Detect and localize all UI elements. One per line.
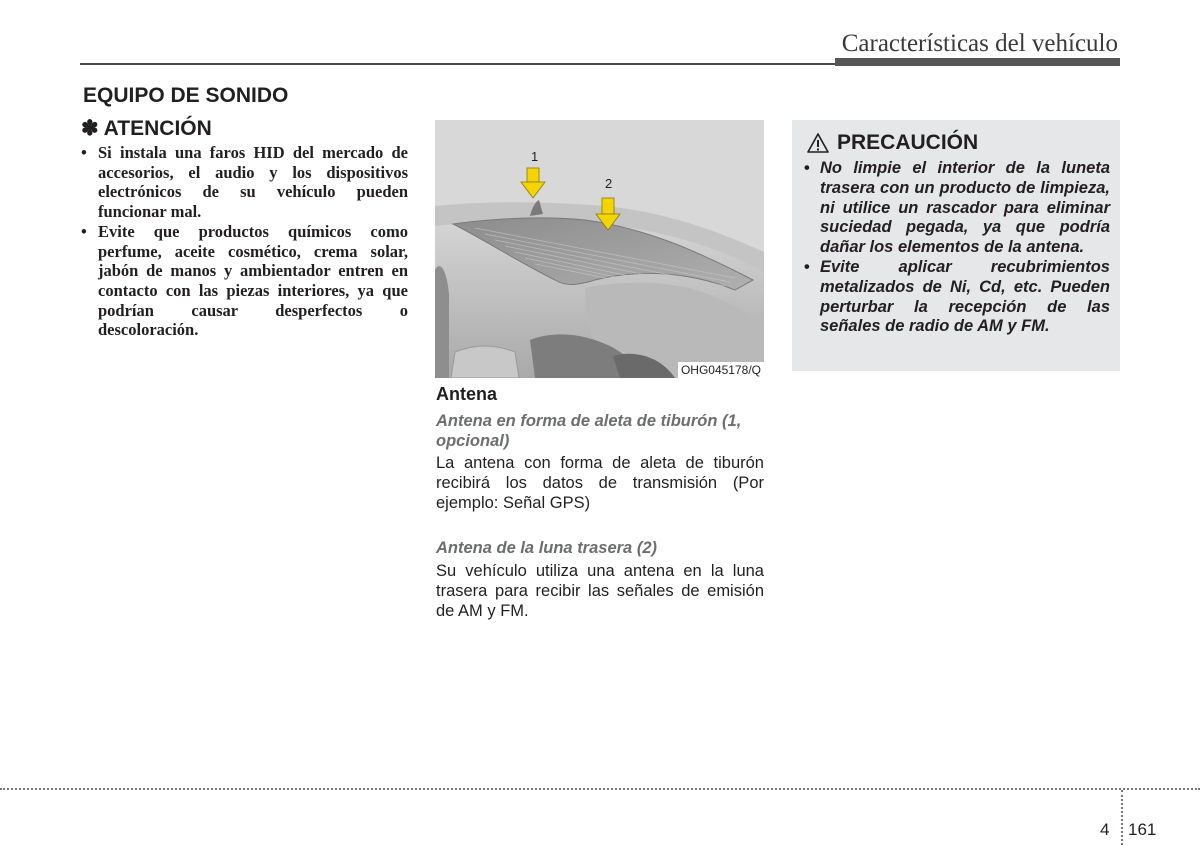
callout-2: 2	[605, 176, 613, 191]
callout-1: 1	[531, 149, 539, 164]
page-number: 161	[1128, 820, 1157, 839]
footer-divider	[1121, 790, 1123, 845]
figure-code: OHG045178/Q	[678, 362, 764, 378]
footer-rule	[0, 788, 1200, 790]
attention-list	[80, 143, 408, 340]
rear-glass-subtitle: Antena de la luna trasera (2)	[436, 539, 657, 557]
header-rule-accent	[835, 58, 1120, 66]
attention-item-text: Si instala una faros HID del mercado de accesorios, el audio y los dispositivos electrónicos de su vehículo pueden funcionar mal.	[98, 143, 408, 222]
attention-label: ATENCIÓN	[103, 117, 212, 140]
page-section: 4	[1100, 820, 1110, 839]
warning-triangle-icon	[806, 132, 830, 154]
caution-list	[804, 159, 1110, 337]
shark-fin-subtitle: Antena en forma de aleta de tiburón (1, opcional)	[436, 412, 742, 450]
caution-title: PRECAUCIÓN	[837, 131, 979, 154]
attention-item: • Evite que productos químicos como perfume, aceite cosmético, crema solar, jabón de manos y ambientador entren en contacto con las piezas interiores, ya que podrían causar desperfectos o descoloración.	[81, 221, 408, 340]
attention-item: • Si instala una faros HID del mercado de accesorios, el audio y los dispositivos electrónicos de su vehículo pueden funcionar mal.	[81, 143, 408, 222]
caution-item-text: No limpie el interior de la luneta trasera con un producto de limpieza, ni utilice un rascador para eliminar suciedad pegada, ya que podría dañar los elementos de la antena.	[820, 159, 1110, 257]
car-rear-illustration	[435, 120, 764, 378]
arrow-2-icon	[602, 198, 614, 214]
caution-box	[792, 120, 1120, 371]
caution-item-text: Evite aplicar recubrimientos metalizados de Ni, Cd, etc. Pueden perturbar la recepción de las señales de radio de AM y FM.	[820, 257, 1110, 336]
attention-symbol-icon: ✽	[81, 117, 99, 140]
section-title: EQUIPO DE SONIDO	[83, 84, 289, 107]
rear-glass-body: Su vehículo utiliza una antena en la luna trasera para recibir las señales de emisión de AM y FM.	[436, 562, 764, 620]
attention-title	[81, 116, 212, 141]
header-title: Características del vehículo	[841, 30, 1118, 57]
arrow-1-icon	[527, 168, 539, 182]
caution-item: • Evite aplicar recubrimientos metalizados de Ni, Cd, etc. Pueden perturbar la recepción de las señales de radio de AM y FM.	[804, 257, 1110, 336]
caution-item: • No limpie el interior de la luneta trasera con un producto de limpieza, ni utilice un rascador para eliminar suciedad pegada, ya que podría dañar los elementos de la antena.	[804, 159, 1110, 257]
antenna-figure	[435, 120, 764, 378]
shark-fin-body: La antena con forma de aleta de tiburón recibirá los datos de transmisión (Por ejemplo: Señal GPS)	[436, 454, 764, 512]
antenna-heading: Antena	[436, 384, 498, 404]
attention-item-text: Evite que productos químicos como perfume, aceite cosmético, crema solar, jabón de manos y ambientador entren en contacto con las piezas interiores, ya que podrían causar desperfectos o descoloración.	[98, 221, 408, 340]
